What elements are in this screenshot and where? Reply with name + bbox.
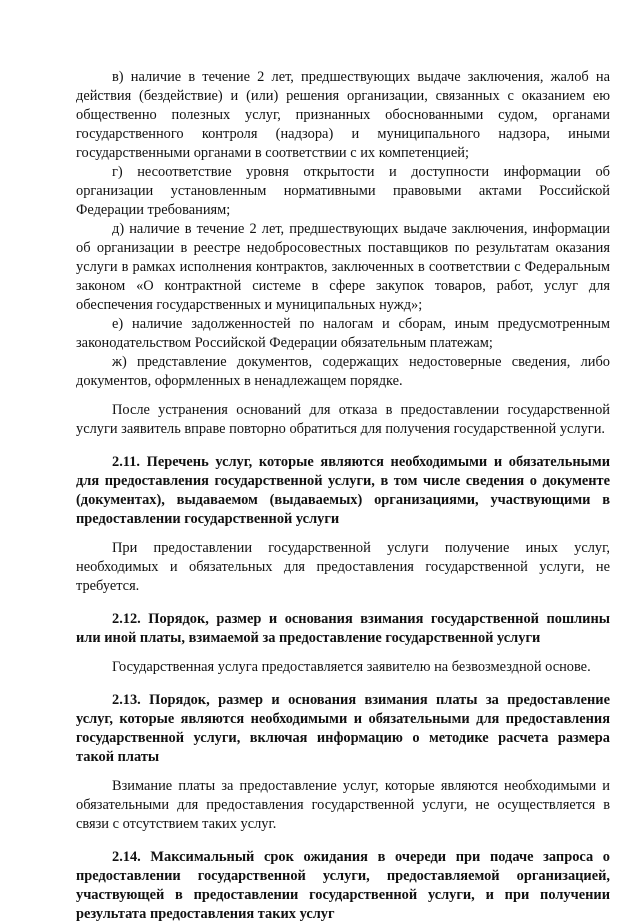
section-body-2-11: При предоставлении государственной услуги получение иных услуг, необходимых и обязательных для предоставления государственной услуги, не требуется. [76,540,610,594]
document-body [76,68,610,924]
section-heading-2-13: 2.13. Порядок, размер и основания взимания платы за предоставление услуг, которые являются необходимыми и обязательными для предоставления государственной услуги, включая информацию о методике расчета размера такой платы [76,692,610,765]
paragraph-reapply: После устранения оснований для отказа в предоставлении государственной услуги заявитель вправе повторно обратиться для получения государственной услуги. [76,402,610,437]
section-heading-2-12: 2.12. Порядок, размер и основания взимания государственной пошлины или иной платы, взимаемой за предоставление государственной услуги [76,611,610,646]
section-body-2-12: Государственная услуга предоставляется заявителю на безвозмездной основе. [112,659,591,675]
section-heading-2-11: 2.11. Перечень услуг, которые являются необходимыми и обязательными для предоставления государственной услуги, в том числе сведения о документе (документах), выдаваемом (выдаваемых) организациями, участвующими в предоставлении государственной услуги [76,454,610,527]
paragraph-item-e: е) наличие задолженностей по налогам и сборам, иным предусмотренным законодательством Российской Федерации обязательным платежам; [76,316,610,351]
paragraph-item-v: в) наличие в течение 2 лет, предшествующих выдаче заключения, жалоб на действия (бездействие) и (или) решения организации, связанных с оказанием ею общественно полезных услуг, признанных обоснованными судом, органами государственного контроля (надзора) и муниципального надзора, иными государственными органами в соответствии с их компетенцией; [76,69,610,161]
paragraph-item-g: г) несоответствие уровня открытости и доступности информации об организации установленным нормативными правовыми актами Российской Федерации требованиям; [76,164,610,218]
section-heading-2-14: 2.14. Максимальный срок ожидания в очереди при подаче запроса о предоставлении государственной услуги, предоставляемой организацией, участвующей в предоставлении государственной услуги, и при получении результата предоставления таких услуг [76,849,610,922]
paragraph-item-d: д) наличие в течение 2 лет, предшествующих выдаче заключения, информации об организации в реестре недобросовестных поставщиков по результатам оказания услуги в рамках исполнения контрактов, заключенных в соответствии с Федеральным законом «О контрактной системе в сфере закупок товаров, работ, услуг для обеспечения государственных и муниципальных нужд»; [76,221,610,313]
section-body-2-13: Взимание платы за предоставление услуг, которые являются необходимыми и обязательными для предоставления государственной услуги, не осуществляется в связи с отсутствием таких услуг. [76,778,610,832]
paragraph-item-zh: ж) представление документов, содержащих недостоверные сведения, либо документов, оформленных в ненадлежащем порядке. [76,354,610,389]
